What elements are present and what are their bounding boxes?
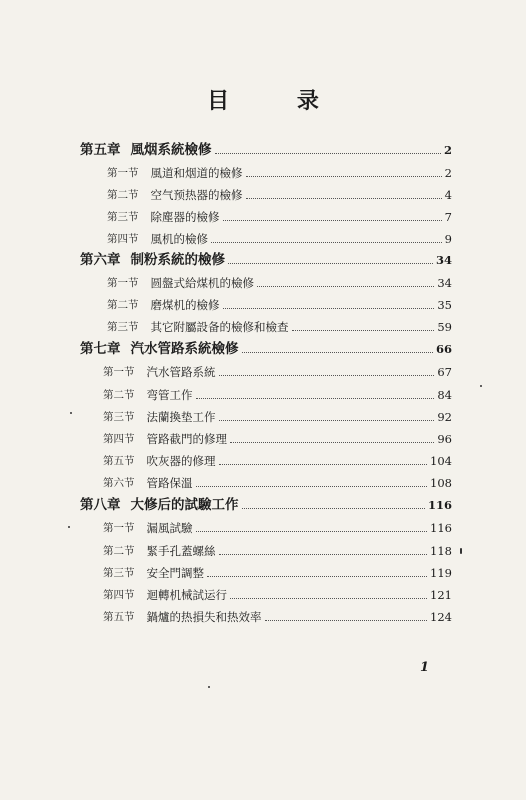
leader-dots xyxy=(196,530,428,532)
entry-page: 35 xyxy=(437,298,452,312)
toc-entry-section[interactable] xyxy=(103,383,452,403)
entry-number: 第六节 xyxy=(103,477,135,489)
entry-number: 第一节 xyxy=(107,167,139,179)
toc-entry-section[interactable] xyxy=(107,315,452,335)
entry-title: 管路保溫 xyxy=(146,476,193,490)
toc-entry-chapter[interactable] xyxy=(80,248,452,268)
entry-number: 第六章 xyxy=(80,252,121,268)
entry-number: 第五节 xyxy=(103,455,135,467)
entry-number: 第四节 xyxy=(103,589,135,601)
entry-title: 除塵器的檢修 xyxy=(150,210,220,224)
entry-number: 第四节 xyxy=(107,233,139,245)
leader-dots xyxy=(223,307,435,309)
entry-title: 迴轉机械試运行 xyxy=(146,588,227,602)
leader-dots xyxy=(196,397,435,399)
toc-entry-chapter[interactable] xyxy=(80,493,452,513)
leader-dots xyxy=(292,329,435,331)
toc-entry-section[interactable] xyxy=(107,205,452,225)
entry-page: 116 xyxy=(430,521,452,535)
toc-entry-section[interactable] xyxy=(103,539,452,559)
entry-page: 7 xyxy=(444,210,452,224)
leader-dots xyxy=(211,241,442,243)
leader-dots xyxy=(242,351,433,353)
toc-entry-section[interactable] xyxy=(103,583,452,603)
entry-number: 第三节 xyxy=(103,567,135,579)
leader-dots xyxy=(246,175,442,177)
entry-title: 空气预热器的檢修 xyxy=(150,188,243,202)
leader-dots xyxy=(257,285,434,287)
entry-number: 第一节 xyxy=(103,522,135,534)
leader-dots xyxy=(223,219,442,221)
ink-speck xyxy=(70,412,72,414)
toc-entry-section[interactable] xyxy=(107,227,452,247)
entry-page: 96 xyxy=(437,432,452,446)
entry-number: 第八章 xyxy=(80,497,121,513)
leader-dots xyxy=(207,575,427,577)
entry-page: 119 xyxy=(430,566,452,580)
leader-dots xyxy=(230,597,427,599)
entry-page: 92 xyxy=(437,410,452,424)
entry-title: 其它附屬設备的檢修和檢查 xyxy=(150,320,289,334)
entry-title: 法蘭換垫工作 xyxy=(146,410,216,424)
entry-page: 66 xyxy=(435,342,452,356)
toc-entry-section[interactable] xyxy=(103,561,452,581)
leader-dots xyxy=(230,441,434,443)
entry-number: 第一节 xyxy=(103,366,135,378)
entry-title: 汽水管路系統 xyxy=(146,365,216,379)
entry-page: 34 xyxy=(435,253,452,267)
entry-page: 2 xyxy=(444,166,452,180)
entry-page: 34 xyxy=(437,276,452,290)
entry-number: 第二节 xyxy=(103,545,135,557)
entry-page: 118 xyxy=(430,544,452,558)
entry-title: 鍋爐的热損失和热效率 xyxy=(146,610,262,624)
toc-entry-section[interactable] xyxy=(103,427,452,447)
entry-number: 第七章 xyxy=(80,341,121,357)
entry-page: 84 xyxy=(437,388,452,402)
entry-title: 汽水管路系統檢修 xyxy=(130,341,239,357)
leader-dots xyxy=(215,152,441,154)
entry-page: 59 xyxy=(437,320,452,334)
ink-speck xyxy=(460,548,462,554)
leader-dots xyxy=(219,374,435,376)
leader-dots xyxy=(228,262,433,264)
toc-entry-section[interactable] xyxy=(103,360,452,380)
entry-title: 磨煤机的檢修 xyxy=(150,298,220,312)
toc-entry-section[interactable] xyxy=(103,405,452,425)
entry-title: 風道和烟道的檢修 xyxy=(150,166,243,180)
entry-number: 第五节 xyxy=(103,611,135,623)
toc-entry-section[interactable] xyxy=(103,471,452,491)
entry-title: 風机的檢修 xyxy=(150,232,208,246)
entry-number: 第二节 xyxy=(103,389,135,401)
toc-entry-chapter[interactable] xyxy=(80,138,452,158)
leader-dots xyxy=(196,485,428,487)
toc-entry-section[interactable] xyxy=(107,271,452,291)
entry-page: 121 xyxy=(430,588,452,602)
entry-page: 124 xyxy=(430,610,452,624)
entry-number: 第三节 xyxy=(103,411,135,423)
entry-page: 9 xyxy=(444,232,452,246)
leader-dots xyxy=(219,419,435,421)
leader-dots xyxy=(219,553,428,555)
ink-speck xyxy=(208,686,210,688)
page-number: 1 xyxy=(420,660,430,675)
entry-number: 第三节 xyxy=(107,321,139,333)
entry-title: 吹灰器的修理 xyxy=(146,454,216,468)
entry-title: 管路截門的修理 xyxy=(146,432,227,446)
toc-entry-section[interactable] xyxy=(107,183,452,203)
toc-entry-section[interactable] xyxy=(107,293,452,313)
toc-entry-section[interactable] xyxy=(103,605,452,625)
entry-page: 67 xyxy=(437,365,452,379)
leader-dots xyxy=(265,619,428,621)
entry-title: 風烟系統檢修 xyxy=(130,142,212,158)
entry-page: 2 xyxy=(443,143,452,157)
toc-entry-section[interactable] xyxy=(103,449,452,469)
entry-number: 第三节 xyxy=(107,211,139,223)
entry-number: 第四节 xyxy=(103,433,135,445)
entry-page: 104 xyxy=(430,454,452,468)
ink-speck xyxy=(480,385,482,387)
ink-speck xyxy=(68,526,70,528)
entry-page: 4 xyxy=(444,188,452,202)
entry-title: 制粉系統的檢修 xyxy=(130,252,225,268)
leader-dots xyxy=(246,197,442,199)
entry-number: 第五章 xyxy=(80,142,121,158)
entry-title: 緊手孔蓋螺絲 xyxy=(146,544,216,558)
entry-page: 116 xyxy=(427,498,452,512)
leader-dots xyxy=(242,507,425,509)
entry-number: 第二节 xyxy=(107,189,139,201)
entry-title: 大修后的試驗工作 xyxy=(130,497,239,513)
leader-dots xyxy=(219,463,428,465)
entry-title: 安全門調整 xyxy=(146,566,204,580)
entry-title: 弯管工作 xyxy=(146,388,193,402)
entry-number: 第一节 xyxy=(107,277,139,289)
toc-entry-chapter[interactable] xyxy=(80,337,452,357)
toc-entry-section[interactable] xyxy=(103,516,452,536)
entry-title: 漏風試驗 xyxy=(146,521,193,535)
entry-title: 圆盤式給煤机的檢修 xyxy=(150,276,254,290)
page-title: 目 录 xyxy=(207,88,349,114)
entry-number: 第二节 xyxy=(107,299,139,311)
entry-page: 108 xyxy=(430,476,452,490)
toc-entry-section[interactable] xyxy=(107,161,452,181)
